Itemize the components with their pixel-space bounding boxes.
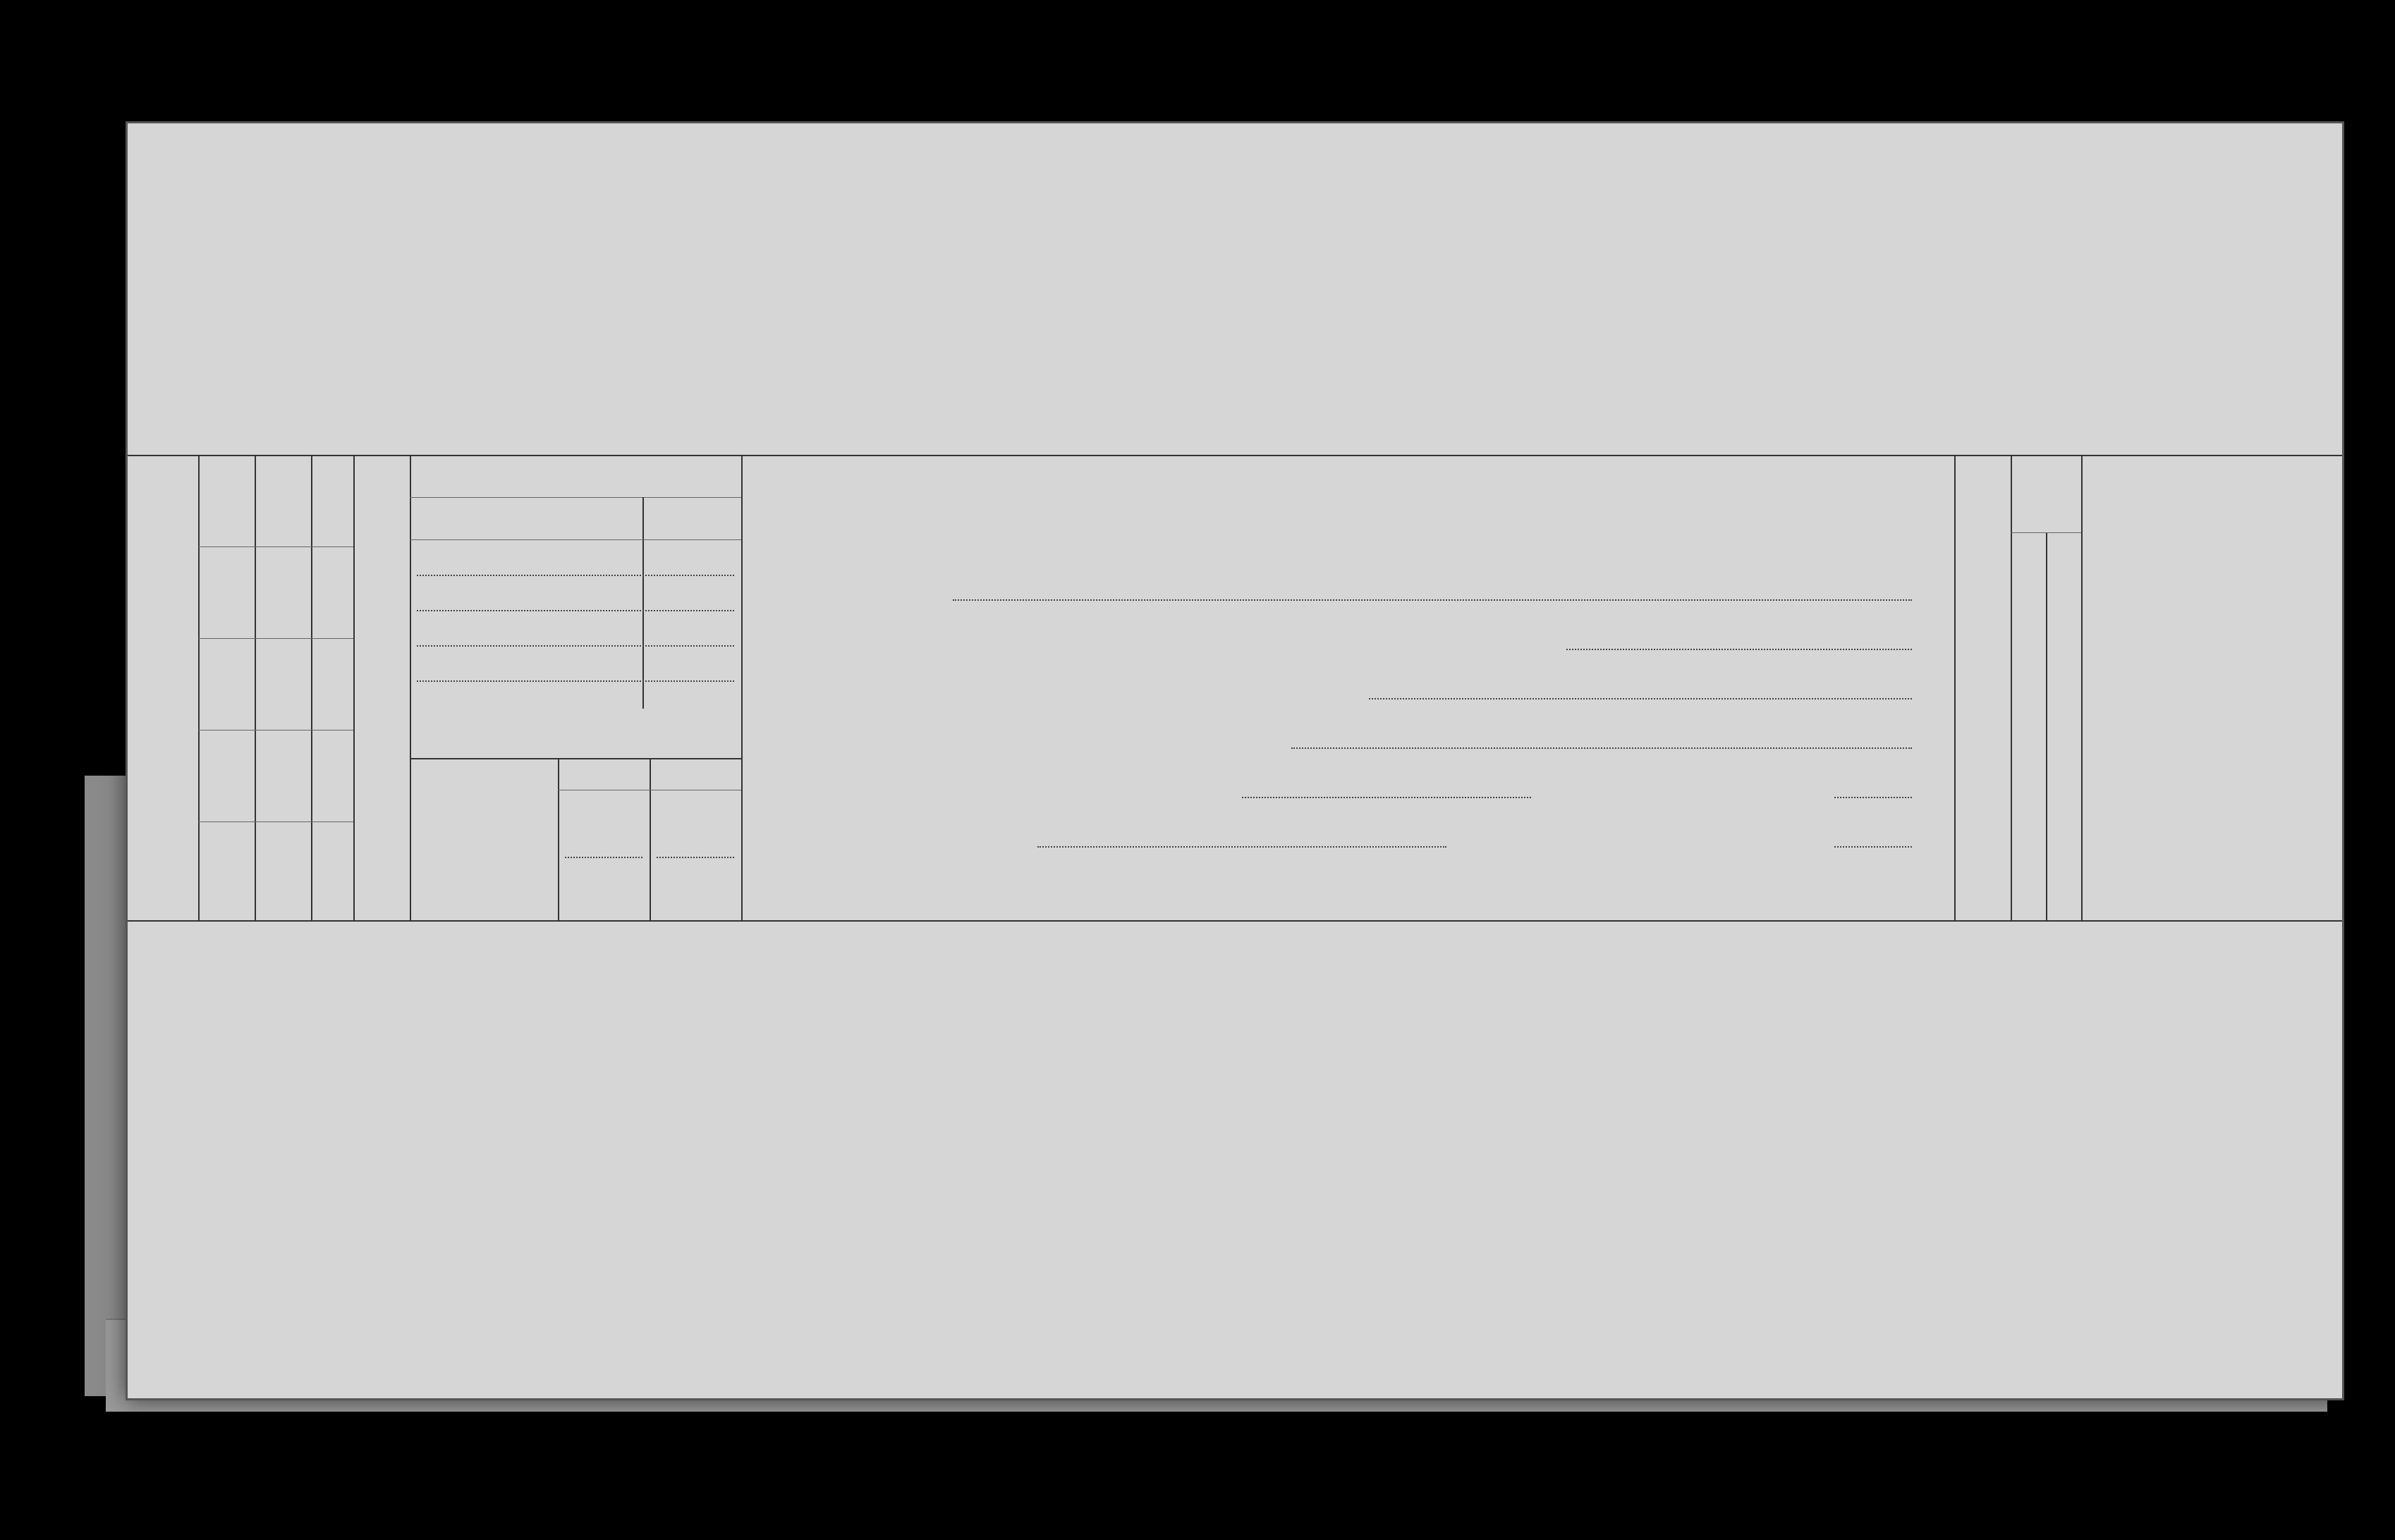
men-label xyxy=(2012,800,2044,920)
men-working-age-label xyxy=(2047,779,2080,864)
census-card xyxy=(126,121,2344,1400)
women-total-label xyxy=(2047,730,2080,779)
men-total-label xyxy=(2047,864,2080,920)
women-label xyxy=(2012,659,2044,786)
hired-workers-question xyxy=(351,469,407,906)
population-label xyxy=(1957,469,2011,906)
women-working-age-label xyxy=(2047,645,2080,730)
total-souls-label xyxy=(2047,539,2080,645)
